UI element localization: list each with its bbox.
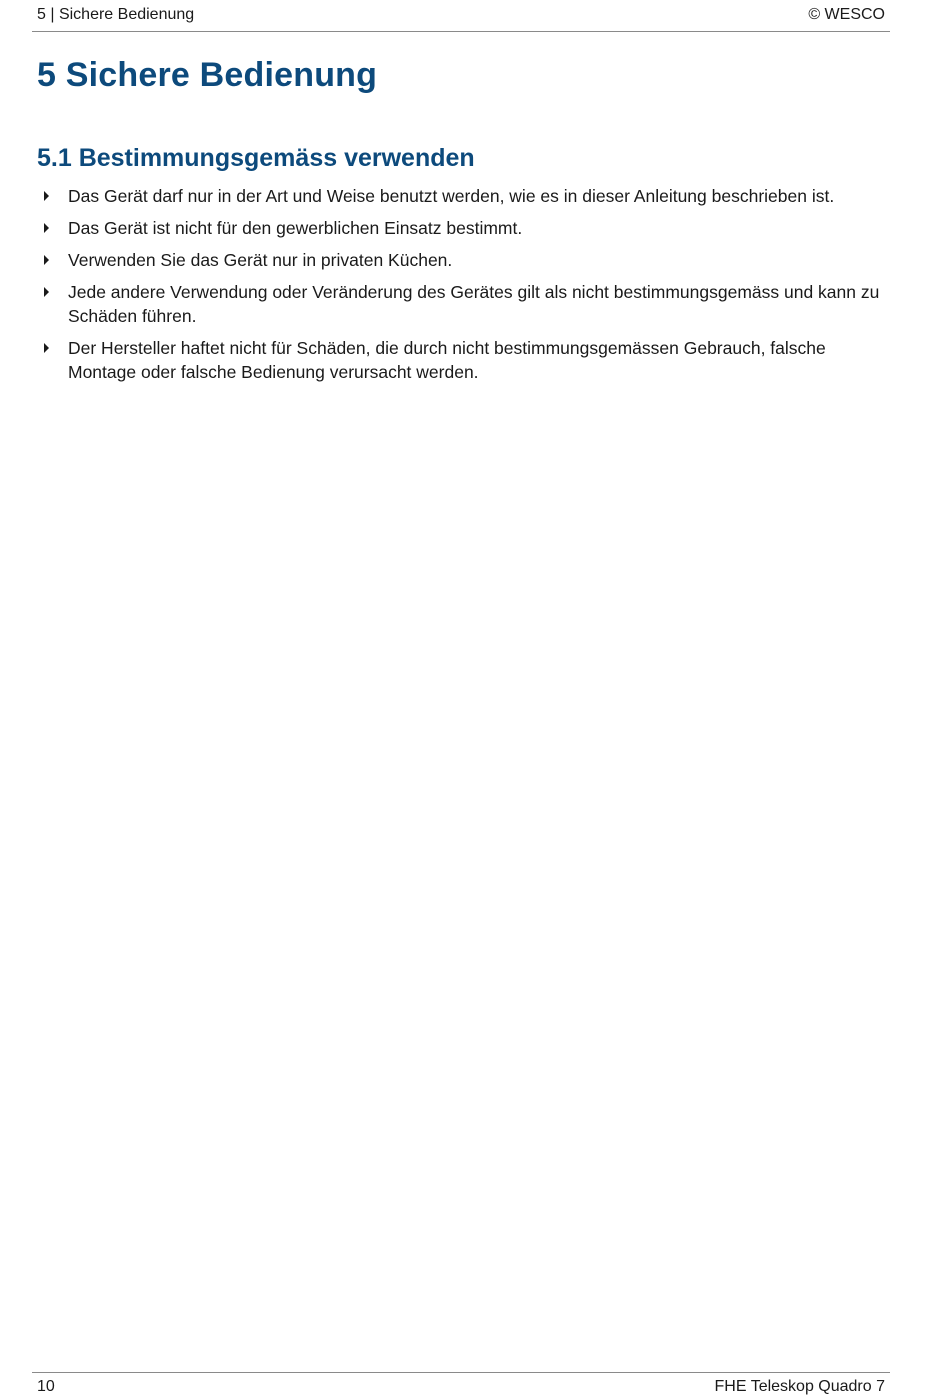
- triangle-bullet-icon: [44, 343, 49, 353]
- product-name: FHE Teleskop Quadro 7: [714, 1378, 885, 1395]
- chapter-title: 5 Sichere Bedienung: [37, 56, 378, 94]
- list-item: [37, 336, 887, 384]
- bullet-list: [37, 184, 887, 392]
- list-item: [37, 216, 887, 240]
- list-item: [37, 184, 887, 208]
- triangle-bullet-icon: [44, 287, 49, 297]
- list-item-text: Der Hersteller haftet nicht für Schäden, die durch nicht bestimmungsgemässen Gebrauch, falsche Montage oder falsche Bedienung verursacht werden.: [68, 338, 826, 382]
- triangle-bullet-icon: [44, 223, 49, 233]
- running-header-copyright: © WESCO: [808, 6, 885, 23]
- list-item: [37, 248, 887, 272]
- running-header-section: 5 | Sichere Bedienung: [37, 6, 195, 23]
- list-item-text: Verwenden Sie das Gerät nur in privaten Küchen.: [68, 250, 453, 270]
- page-number: 10: [37, 1378, 55, 1395]
- list-item-text: Jede andere Verwendung oder Veränderung des Gerätes gilt als nicht bestimmungsgemäss und kann zu Schäden führen.: [68, 282, 880, 326]
- triangle-bullet-icon: [44, 191, 49, 201]
- triangle-bullet-icon: [44, 255, 49, 265]
- page-header: [32, 0, 890, 32]
- list-item: [37, 280, 887, 328]
- list-item-text: Das Gerät darf nur in der Art und Weise benutzt werden, wie es in dieser Anleitung beschrieben ist.: [68, 186, 835, 206]
- section-title: 5.1 Bestimmungsgemäss verwenden: [37, 144, 475, 172]
- list-item-text: Das Gerät ist nicht für den gewerblichen Einsatz bestimmt.: [68, 218, 523, 238]
- page-footer: [32, 1372, 890, 1400]
